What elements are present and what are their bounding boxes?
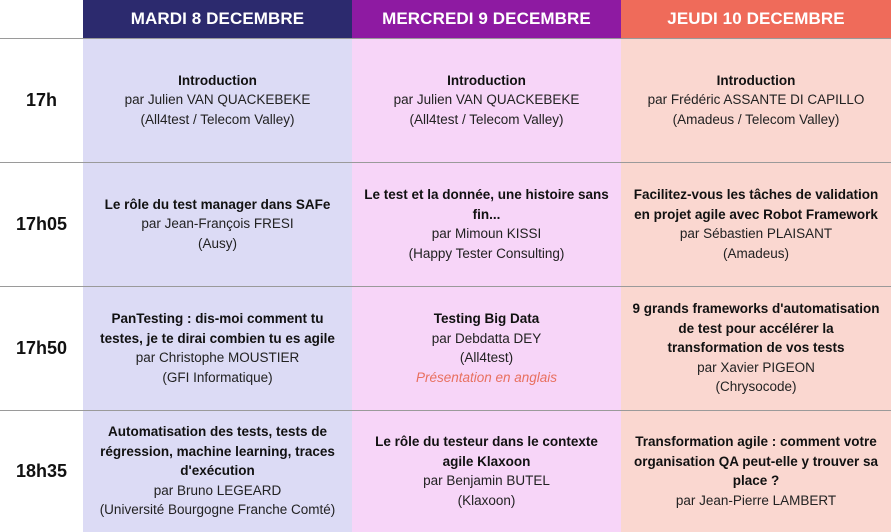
time-slot: 18h35: [0, 410, 83, 532]
time-slot: 17h05: [0, 162, 83, 286]
session-cell: [83, 38, 352, 162]
session-cell: [621, 410, 891, 532]
time-slot: 17h: [0, 38, 83, 162]
session-title: Facilitez-vous les tâches de validation en projet agile avec Robot Framework: [633, 187, 879, 222]
session-speaker: par Jean-Pierre LAMBERT: [675, 492, 837, 508]
session-org: (All4test / Telecom Valley): [140, 111, 295, 127]
day-header-wednesday: MERCREDI 9 DECEMBRE: [352, 0, 621, 38]
session-org: (All4test): [459, 350, 514, 365]
session-speaker: par Frédéric ASSANTE DI CAPILLO: [647, 92, 865, 108]
day-header-thursday: JEUDI 10 DECEMBRE: [621, 0, 891, 38]
session-language-note: Présentation en anglais: [415, 369, 558, 385]
row-divider: [0, 286, 891, 287]
session-org: (Happy Tester Consulting): [408, 245, 565, 261]
session-title: Le test et la donnée, une histoire sans fin...: [364, 187, 609, 222]
session-speaker: par Julien VAN QUACKEBEKE: [393, 92, 580, 108]
session-title: Le rôle du testeur dans le contexte agile Klaxoon: [375, 434, 598, 469]
session-cell: [83, 162, 352, 286]
session-cell: [621, 286, 891, 410]
session-title: PanTesting : dis-moi comment tu testes, je te dirai combien tu es agile: [100, 311, 335, 346]
row-divider: [0, 38, 891, 39]
session-cell: [621, 162, 891, 286]
session-cell: [83, 286, 352, 410]
session-org: (Université Bourgogne Franche Comté): [99, 502, 336, 518]
time-slot: 17h50: [0, 286, 83, 410]
session-title: Automatisation des tests, tests de régression, machine learning, traces d'exécution: [100, 424, 335, 479]
session-title: Transformation agile : comment votre organisation QA peut-elle y trouver sa place ?: [633, 434, 879, 488]
session-cell: [352, 410, 621, 532]
session-title: Introduction: [447, 72, 526, 88]
session-cell: [83, 410, 352, 532]
session-org: (Ausy): [197, 235, 237, 251]
session-speaker: par Debdatta DEY: [431, 330, 542, 346]
session-org: (GFI Informatique): [162, 369, 273, 385]
session-speaker: par Mimoun KISSI: [431, 226, 542, 241]
session-cell: [352, 162, 621, 286]
session-title: Le rôle du test manager dans SAFe: [104, 196, 331, 212]
day-header-tuesday: MARDI 8 DECEMBRE: [83, 0, 352, 38]
session-title: 9 grands frameworks d'automatisation de test pour accélérer la transformation de vos tests: [632, 301, 880, 356]
session-org: (Amadeus): [722, 245, 790, 261]
session-cell: [621, 38, 891, 162]
session-org: (All4test / Telecom Valley): [409, 111, 564, 127]
session-cell: [352, 286, 621, 410]
session-title: Introduction: [716, 72, 796, 88]
session-speaker: par Bruno LEGEARD: [153, 482, 282, 498]
row-divider: [0, 162, 891, 163]
row-divider: [0, 410, 891, 411]
session-speaker: par Jean-François FRESI: [141, 216, 294, 232]
session-speaker: par Xavier PIGEON: [697, 359, 815, 375]
session-org: (Chrysocode): [715, 379, 797, 395]
session-speaker: par Benjamin BUTEL: [423, 473, 550, 488]
session-org: (Klaxoon): [457, 492, 516, 508]
session-title: Testing Big Data: [433, 311, 540, 326]
session-speaker: par Julien VAN QUACKEBEKE: [124, 92, 311, 108]
session-speaker: par Sébastien PLAISANT: [679, 226, 833, 241]
session-speaker: par Christophe MOUSTIER: [135, 350, 300, 365]
session-title: Introduction: [178, 72, 257, 88]
session-cell: [352, 38, 621, 162]
session-org: (Amadeus / Telecom Valley): [672, 111, 840, 127]
